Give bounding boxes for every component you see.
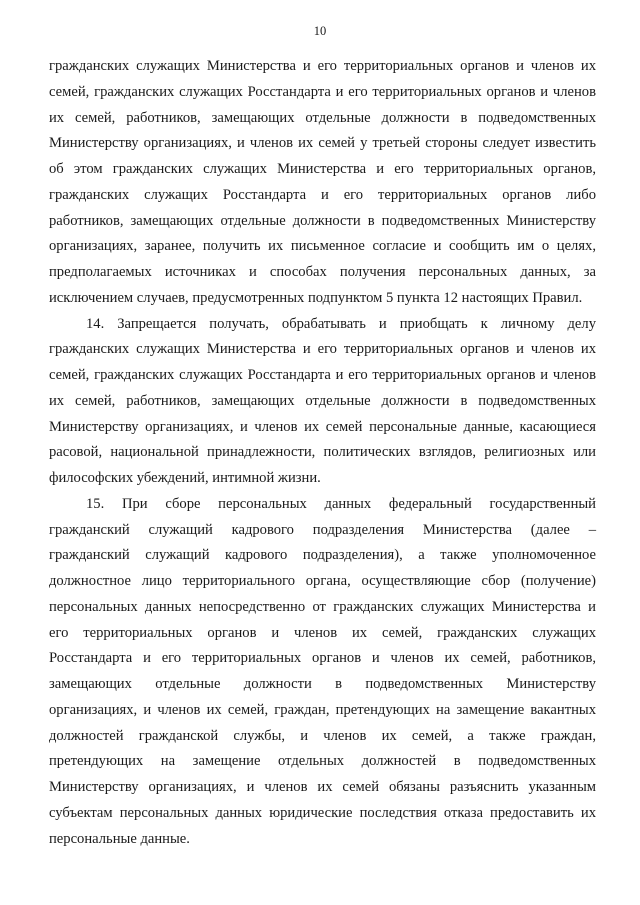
document-body <box>49 54 596 852</box>
text-line: претендующих на замещение отдельных должностей в подведомственных <box>49 753 596 770</box>
text-line: Росстандарта и его территориальных органов и членов их семей, работников, <box>49 650 596 667</box>
text-line: гражданских служащих Росстандарта и его территориальных органов либо <box>49 186 596 203</box>
paragraph-continuation <box>49 54 596 312</box>
text-line: гражданских служащих Министерства и его территориальных органов и членов их <box>49 341 596 358</box>
text-line: персональных данных непосредственно от гражданских служащих Министерства и <box>49 598 596 615</box>
paragraph-15 <box>49 492 596 853</box>
text-line: гражданский служащий кадрового подразделения), а также уполномоченное <box>49 547 596 564</box>
text-line: Министерству организациях, и членов их семей обязаны разъяснить указанным <box>49 779 596 795</box>
text-line: Министерству организациях, и членов их семей у третьей стороны следует известить <box>49 135 596 152</box>
text-line: замещающих отдельные должности в подведомственных Министерству <box>49 676 596 692</box>
text-line: их семей, работников, замещающих отдельные должности в подведомственных <box>49 392 596 409</box>
text-line: субъектам персональных данных юридические последствия отказа предоставить их <box>49 804 596 821</box>
page-number: 10 <box>313 24 327 38</box>
text-line: Министерству организациях, и членов их семей персональные данные, касающиеся <box>49 418 596 435</box>
text-line: 15. При сборе персональных данных федеральный государственный <box>86 495 596 512</box>
text-line: его территориальных органов и членов их семей, гражданских служащих <box>49 624 596 641</box>
text-line: исключением случаев, предусмотренных подпунктом 5 пункта 12 настоящих Правил. <box>49 289 583 306</box>
text-line: персональные данные. <box>49 830 190 847</box>
text-line: должностей гражданской службы, и членов их семей, а также граждан, <box>49 727 596 744</box>
text-line: расовой, национальной принадлежности, политических взглядов, религиозных или <box>49 444 596 461</box>
text-line: семей, гражданских служащих Росстандарта и его территориальных органов и членов <box>49 83 596 100</box>
text-line: предполагаемых источниках и способах получения персональных данных, за <box>49 264 596 280</box>
text-line: работников, замещающих отдельные должности в подведомственных Министерству <box>49 212 596 229</box>
text-line: философских убеждений, интимной жизни. <box>49 470 321 486</box>
text-line: 14. Запрещается получать, обрабатывать и приобщать к личному делу <box>86 315 596 332</box>
text-line: об этом гражданских служащих Министерства и его территориальных органов, <box>49 161 596 177</box>
text-line: организациях, заранее, получить их письменное согласие и сообщить им о целях, <box>49 238 596 255</box>
text-line: гражданский служащий кадрового подразделения Министерства (далее – <box>49 521 596 538</box>
text-line: семей, гражданских служащих Росстандарта и его территориальных органов и членов <box>49 367 596 383</box>
text-line: организациях, и членов их семей, граждан, претендующих на замещение вакантных <box>49 701 596 718</box>
text-line: их семей, работников, замещающих отдельные должности в подведомственных <box>49 109 596 126</box>
text-line: гражданских служащих Министерства и его территориальных органов и членов их <box>49 58 596 74</box>
text-line: должностное лицо территориального органа, осуществляющие сбор (получение) <box>49 573 596 589</box>
paragraph-14 <box>49 312 596 492</box>
